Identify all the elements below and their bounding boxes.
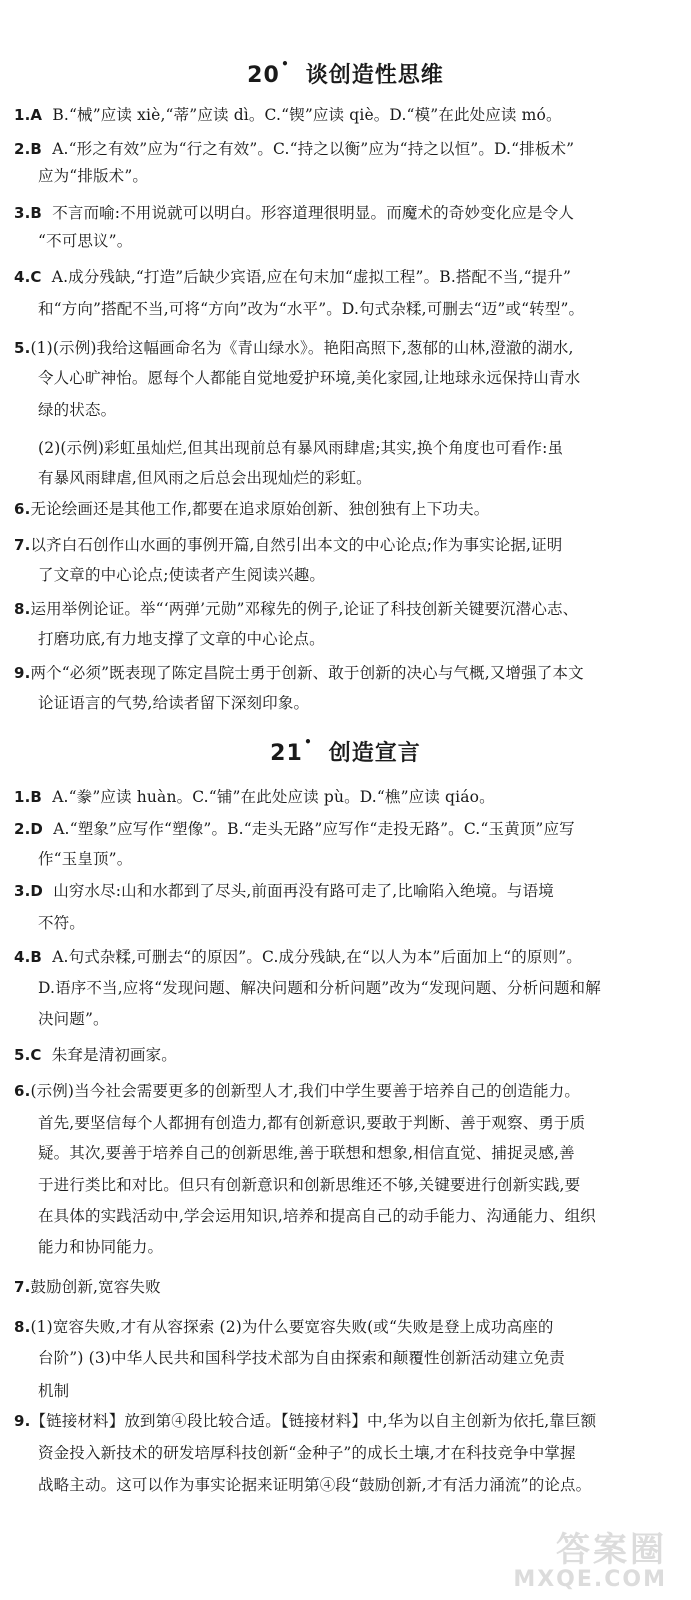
answer-number: 6. (14, 1082, 31, 1100)
answer-text: 【链接材料】放到第④段比较合适。【链接材料】中,华为以自主创新为依托,靠巨额 (30, 1412, 597, 1430)
answer-text-line (14, 498, 489, 520)
answer-text: 运用举例论证。举“‘两弹’元勋”邓稼先的例子,论证了科技创新关键要沉潜心志、 (30, 600, 579, 618)
answer-text-line: 疑。其次,要善于培养自己的创新思维,善于联想和想象,相信直觉、捕捉灵感,善 (38, 1144, 575, 1162)
answer-number: 9. (14, 664, 31, 682)
answer-text: (1)宽容失败,才有从容探索 (2)为什么要宽容失败(或“失败是登上成功高座的 (30, 1318, 554, 1336)
answer-text-line: 论证语言的气势,给读者留下深刻印象。 (38, 694, 310, 712)
answer-number: 7. (14, 1278, 31, 1296)
section-21-title (0, 736, 691, 767)
answer-text: A.“塑象”应写作“塑像”。B.“走头无路”应写作“走投无路”。C.“玉黄顶”应写 (53, 820, 575, 838)
answer-text-line: D.语序不当,应将“发现问题、解决问题和分析问题”改为“发现问题、分析问题和解 (38, 979, 601, 997)
section-number: 21 • (270, 735, 313, 766)
answer-text-line (14, 946, 582, 968)
answer-number: 8. (14, 1318, 31, 1336)
answer-text: 无论绘画还是其他工作,都要在追求原始创新、独创独有上下功夫。 (30, 500, 490, 518)
answer-text-line: 绿的状态。 (38, 401, 117, 419)
answer-number: 8. (14, 600, 31, 618)
answer-text: B.“械”应读 xiè,“蒂”应读 dì。C.“锲”应读 qiè。D.“模”在此处应读 mó。 (52, 106, 562, 124)
answer-number: 3.B (14, 204, 43, 222)
answer-text-line (14, 138, 574, 160)
answer-text: 以齐白石创作山水画的事例开篇,自然引出本文的中心论点;作为事实论据,证明 (30, 536, 563, 554)
answer-text-line (14, 104, 562, 126)
answer-text-line: 作“玉皇顶”。 (38, 850, 133, 868)
answer-text-line (14, 1316, 554, 1338)
answer-text-line: 令人心旷神怡。愿每个人都能自觉地爱护环境,美化家园,让地球永远保持山青水 (38, 369, 581, 387)
answer-text-line (14, 662, 584, 684)
answer-text-line: 在具体的实践活动中,学会运用知识,培养和提高自己的动手能力、沟通能力、组织 (38, 1207, 596, 1225)
answer-text: A.句式杂糅,可删去“的原因”。C.成分残缺,在“以人为本”后面加上“的原则”。 (52, 948, 582, 966)
watermark-logo: 答案圈 MXQE.COM (513, 1530, 667, 1592)
section-number: 20 • (247, 57, 290, 88)
answer-text-line (14, 534, 562, 556)
answer-text: 朱耷是清初画家。 (51, 1046, 177, 1064)
answer-text: 不言而喻:不用说就可以明白。形容道理很明显。而魔术的奇妙变化应是令人 (52, 204, 575, 222)
section-heading: 创造宣言 (328, 741, 421, 766)
answer-text-line: 决问题”。 (38, 1010, 109, 1028)
answer-text: (1)(示例)我给这幅画命名为《青山绿水》。艳阳高照下,葱郁的山林,澄澈的湖水, (30, 339, 574, 357)
answer-text-line: 和“方向”搭配不当,可将“方向”改为“水平”。D.句式杂糅,可删去“迈”或“转型”。 (38, 300, 585, 318)
answer-text: 山穷水尽:山和水都到了尽头,前面再没有路可走了,比喻陷入绝境。与语境 (53, 882, 554, 900)
answer-text-line: 应为“排版术”。 (38, 167, 149, 185)
answer-text-line: (2)(示例)彩虹虽灿烂,但其出现前总有暴风雨肆虐;其实,换个角度也可看作:虽 (38, 439, 564, 457)
answer-text-line: 有暴风雨肆虐,但风雨之后总会出现灿烂的彩虹。 (38, 469, 372, 487)
answer-text: 两个“必须”既表现了陈定昌院士勇于创新、敢于创新的决心与气概,又增强了本文 (30, 664, 584, 682)
answer-text-line (14, 1410, 596, 1432)
answer-text-line: 台阶”) (3)中华人民共和国科学技术部为自由探索和颠覆性创新活动建立免责 (38, 1349, 565, 1367)
answer-text: (示例)当今社会需要更多的创新型人才,我们中学生要善于培养自己的创造能力。 (30, 1082, 581, 1100)
answer-text-line: 机制 (38, 1382, 70, 1400)
answer-number: 5.C (14, 1046, 42, 1064)
answer-text-line (14, 1044, 177, 1066)
answer-text-line (14, 598, 578, 620)
answer-text: 鼓励创新,宽容失败 (30, 1278, 161, 1296)
answer-number: 2.D (14, 820, 44, 838)
answer-text-line: 能力和协同能力。 (38, 1238, 164, 1256)
answer-text: A.成分残缺,“打造”后缺少宾语,应在句末加“虚拟工程”。B.搭配不当,“提升” (51, 268, 572, 286)
answer-text-line (14, 818, 575, 840)
answer-number: 4.B (14, 948, 43, 966)
answer-text-line: 不符。 (38, 914, 85, 932)
answer-number: 1.A (14, 106, 43, 124)
answer-number: 1.B (14, 788, 43, 806)
answer-text-line (14, 880, 554, 902)
answer-text-line: 资金投入新技术的研发培厚科技创新“金种子”的成长土壤,才在科技竞争中掌握 (38, 1444, 576, 1462)
answer-text-line: 了文章的中心论点;使读者产生阅读兴趣。 (38, 566, 326, 584)
answer-number: 4.C (14, 268, 42, 286)
answer-text-line (14, 1080, 580, 1102)
answer-number: 2.B (14, 140, 43, 158)
answer-text-line (14, 266, 571, 288)
answer-number: 9. (14, 1412, 31, 1430)
answer-number: 7. (14, 536, 31, 554)
answer-number: 5. (14, 339, 31, 357)
answer-text-line: 于进行类比和对比。但只有创新意识和创新思维还不够,关键要进行创新实践,要 (38, 1176, 581, 1194)
answer-text-line (14, 202, 574, 224)
answer-number: 6. (14, 500, 31, 518)
answer-text-line: “不可思议”。 (38, 232, 133, 250)
answer-text-line: 战略主动。这可以作为事实论据来证明第④段“鼓励创新,才有活力涌流”的论点。 (38, 1476, 592, 1494)
answer-number: 3.D (14, 882, 44, 900)
answer-text: A.“豢”应读 huàn。C.“铺”在此处应读 pù。D.“樵”应读 qiáo。 (52, 788, 495, 806)
answer-text-line: 打磨功底,有力地支撑了文章的中心论点。 (38, 630, 325, 648)
answer-text-line (14, 1276, 161, 1298)
section-heading: 谈创造性思维 (305, 63, 444, 88)
answer-text: A.“形之有效”应为“行之有效”。C.“持之以衡”应为“持之以恒”。D.“排板术” (52, 140, 575, 158)
answer-text-line (14, 786, 495, 808)
section-20-title (0, 58, 691, 89)
answer-text-line: 首先,要坚信每个人都拥有创造力,都有创新意识,要敢于判断、善于观察、勇于质 (38, 1114, 586, 1132)
answer-text-line (14, 337, 574, 359)
